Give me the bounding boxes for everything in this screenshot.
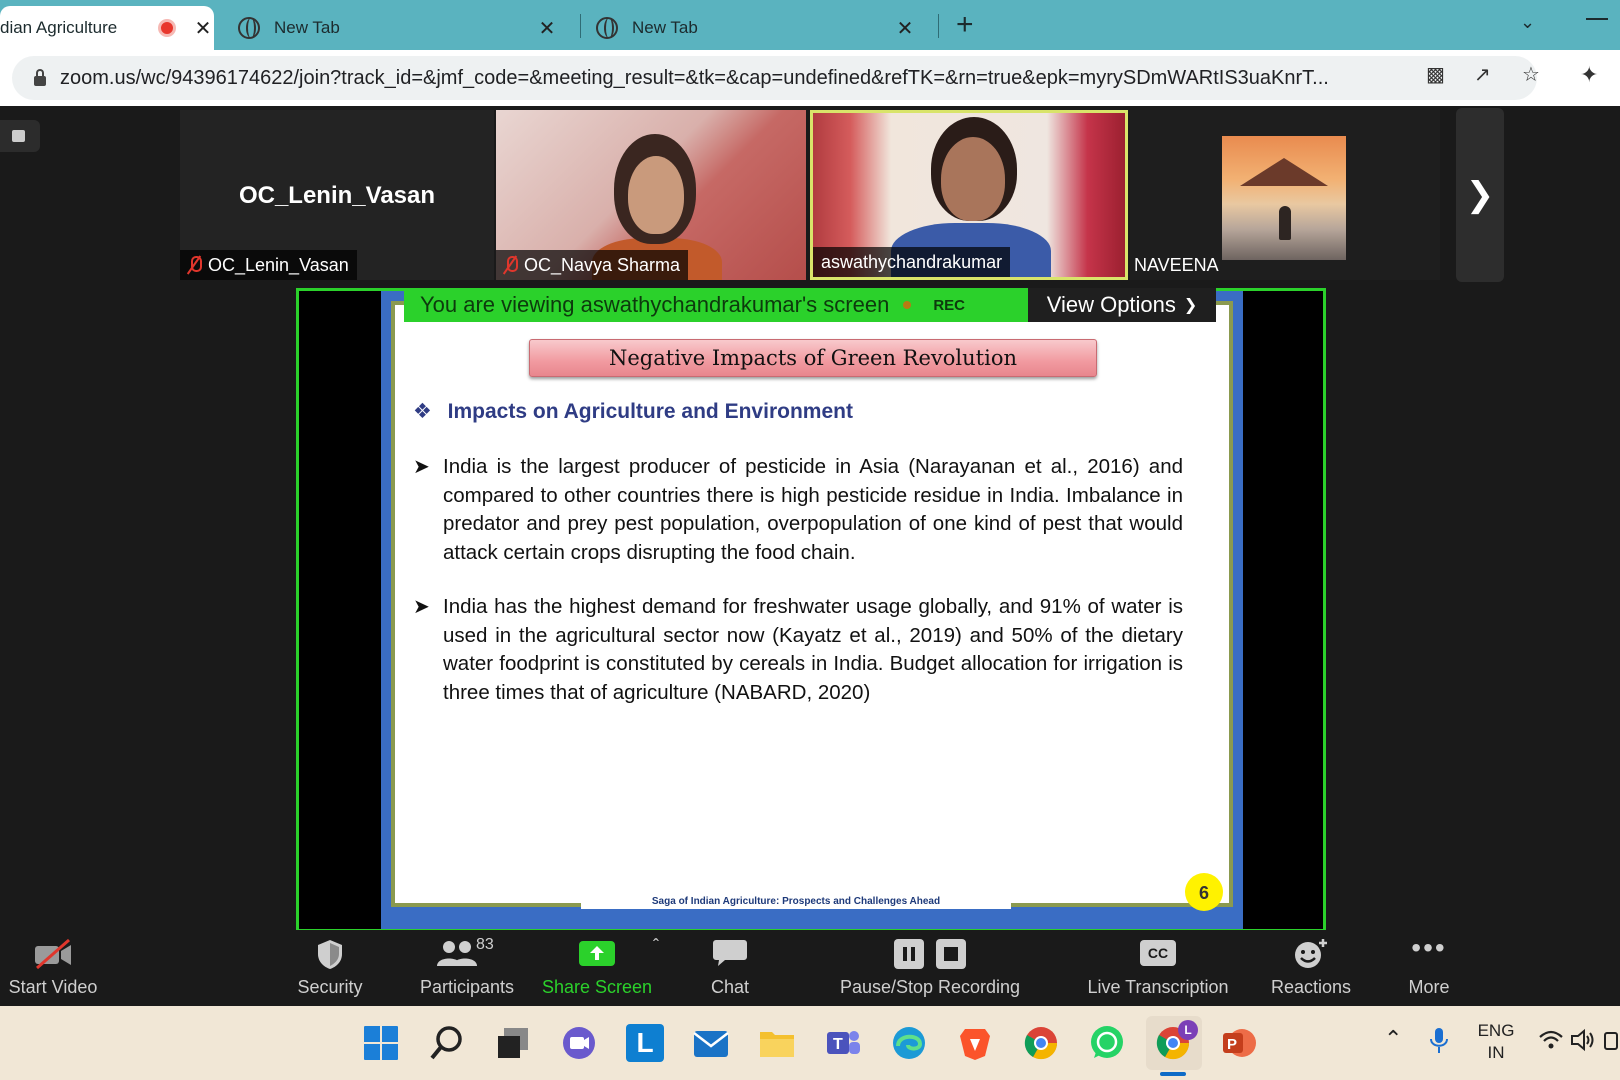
share-screen-label: Share Screen (541, 977, 653, 997)
tab-separator (938, 14, 939, 38)
share-screen-button[interactable] (540, 930, 654, 1006)
windows-taskbar (0, 1006, 1620, 1080)
viewing-text: You are viewing aswathychandrakumar's screen (420, 292, 890, 317)
pause-stop-recording-label: Pause/Stop Recording (839, 977, 1021, 997)
tab-title: New Tab (274, 18, 340, 37)
globe-icon (238, 17, 260, 39)
viewing-notice (404, 288, 1028, 322)
participant-name: NAVEENA (1134, 254, 1219, 275)
screen-share-banner (404, 288, 1216, 322)
person-face (628, 156, 684, 234)
view-options-button[interactable] (1028, 288, 1216, 322)
slide-page-number: 6 (1185, 873, 1223, 911)
slide (381, 291, 1243, 929)
participants-button[interactable] (404, 930, 530, 1006)
new-tab-button[interactable]: + (956, 8, 974, 41)
more-label: More (1408, 977, 1450, 997)
chevron-up-icon: ˆ (653, 936, 659, 956)
windows-start-icon[interactable] (362, 1024, 400, 1062)
participant-tile-aswathy[interactable] (810, 110, 1128, 280)
extensions-puzzle-icon[interactable]: ✦ (1580, 62, 1599, 87)
language-line-2: IN (1487, 1043, 1505, 1062)
profile-picture-mountain (1222, 136, 1346, 260)
slide-bullet-text: India is the largest producer of pesticide in Asia (Narayanan et al., 2016) and compared to other countries there is high pesticide residue in India. Imbalance in predator and prey pest population, overpopulation of one kind of pest that would attack certain crops disrupting the food chain. (443, 455, 1183, 564)
language-line-1: ENG (1477, 1021, 1515, 1040)
url-text[interactable]: zoom.us/wc/94396174622/join?track_id=&jmf_code=&meeting_result=&tk=&cap=undefined&refTK=&rn=true&epk=myrySDmWARtIS3uaKnrT... (60, 66, 1329, 89)
view-toggle-button[interactable] (0, 120, 40, 152)
tab-title: New Tab (632, 18, 698, 37)
teams-chat-icon[interactable] (560, 1024, 598, 1062)
participant-name: OC_Lenin_Vasan (208, 254, 349, 275)
start-video-label: Start Video (8, 977, 98, 997)
mail-icon[interactable] (692, 1024, 730, 1062)
chrome-icon[interactable] (1022, 1024, 1060, 1062)
minimize-window-icon[interactable] (1586, 18, 1608, 20)
share-screen-icon (578, 938, 616, 968)
reactions-button[interactable] (1264, 930, 1358, 1006)
edge-browser-icon[interactable] (890, 1024, 928, 1062)
file-explorer-icon[interactable] (758, 1024, 796, 1062)
brave-browser-icon[interactable] (956, 1024, 994, 1062)
tray-overflow-chevron-icon[interactable]: ⌃ (1384, 1026, 1403, 1051)
slide-border (391, 301, 1233, 907)
participant-label (1130, 250, 1227, 280)
whatsapp-icon[interactable] (1088, 1024, 1126, 1062)
participant-name: aswathychandrakumar (821, 251, 1003, 272)
participant-tile-navya[interactable] (496, 110, 806, 280)
muted-mic-icon (188, 255, 200, 275)
wifi-icon[interactable] (1538, 1028, 1564, 1052)
pause-stop-recording-button[interactable] (834, 930, 1026, 1006)
recording-indicator-icon (158, 19, 176, 37)
microphone-icon[interactable] (1428, 1026, 1450, 1056)
tab-new-tab-1[interactable] (224, 6, 570, 50)
svg-text:P: P (1227, 1036, 1238, 1053)
closed-captions-icon: CC (1140, 940, 1176, 966)
zoom-meeting-area (0, 106, 1620, 930)
tab-new-tab-2[interactable] (582, 6, 928, 50)
start-video-button[interactable] (0, 930, 106, 1006)
shared-screen[interactable] (296, 288, 1326, 932)
reactions-smiley-icon (1293, 938, 1329, 970)
view-options-label: View Options (1046, 292, 1176, 317)
participants-count: 83 (476, 936, 494, 953)
address-bar (0, 50, 1620, 106)
participant-tile-lenin[interactable] (180, 110, 494, 280)
person-face (941, 137, 1005, 221)
globe-icon (596, 17, 618, 39)
omnibox[interactable] (12, 56, 1537, 100)
tab-search-dropdown-icon[interactable]: ⌄ (1520, 12, 1536, 32)
slide-heading-text: Impacts on Agriculture and Environment (447, 400, 853, 423)
tab-close-icon[interactable]: ✕ (194, 17, 212, 40)
arrow-bullet-icon: ➤ (413, 456, 430, 478)
share-icon[interactable]: ↗ (1474, 64, 1491, 86)
active-app-indicator (1160, 1072, 1186, 1076)
shield-icon (315, 938, 345, 970)
security-button[interactable] (286, 930, 374, 1006)
chat-label: Chat (710, 977, 750, 997)
participant-name-large: OC_Lenin_Vasan (238, 182, 436, 209)
more-button[interactable] (1404, 930, 1454, 1006)
slide-footer: Saga of Indian Agriculture: Prospects and Challenges Ahead (581, 895, 1011, 909)
battery-icon[interactable] (1604, 1032, 1618, 1050)
arrow-bullet-icon: ➤ (413, 596, 430, 618)
tab-close-icon[interactable]: ✕ (896, 17, 914, 40)
slide-heading (413, 399, 853, 424)
tab-separator (580, 14, 581, 38)
letter-app-icon[interactable]: L (626, 1024, 664, 1062)
more-dots-icon: ••• (1411, 932, 1447, 963)
rec-label: REC (933, 296, 965, 314)
chat-icon (713, 938, 747, 968)
volume-icon[interactable] (1570, 1028, 1596, 1052)
chevron-down-icon: ❯ (1183, 297, 1198, 314)
diamond-bullet-icon: ❖ (413, 400, 432, 423)
participant-label (496, 250, 688, 280)
video-off-icon (33, 938, 73, 970)
powerpoint-icon[interactable] (1220, 1024, 1258, 1062)
recording-dot-icon (903, 301, 911, 309)
muted-mic-icon (504, 255, 516, 275)
live-transcription-button[interactable] (1082, 930, 1234, 1006)
next-page-chevron-icon[interactable]: ❯ (1456, 108, 1504, 282)
participant-label (813, 247, 1010, 277)
pause-stop-icon (892, 938, 968, 970)
bookmark-star-icon[interactable]: ☆ (1522, 64, 1540, 86)
participants-icon (435, 938, 479, 968)
tab-close-icon[interactable]: ✕ (538, 17, 556, 40)
live-transcription-label: Live Transcription (1087, 977, 1229, 997)
teams-icon[interactable] (824, 1024, 862, 1062)
participant-label (180, 250, 357, 280)
meeting-toolbar (0, 930, 1620, 1006)
chrome-profile-badge: L (1178, 1020, 1198, 1040)
camera-icon[interactable]: ▩ (1426, 64, 1445, 86)
participant-name: OC_Navya Sharma (524, 254, 681, 275)
slide-bullet (413, 593, 1183, 707)
lock-icon[interactable] (34, 76, 46, 86)
language-indicator[interactable] (1474, 1020, 1518, 1064)
chat-button[interactable] (700, 930, 760, 1006)
slide-title: Negative Impacts of Green Revolution (529, 339, 1097, 377)
reactions-label: Reactions (1270, 977, 1352, 997)
participants-label: Participants (419, 977, 515, 997)
svg-text:T: T (833, 1036, 843, 1053)
slide-bullet-text: India has the highest demand for freshwater usage globally, and 91% of water is used in the agricultural sector now (Kayatz et al., 2019) and 50% of the dietary water foodprint is constituted by cereals in India. Budget allocation for irrigation is three times that of agriculture (NABARD, 2020) (443, 595, 1183, 704)
slide-content (395, 305, 1229, 903)
task-view-icon[interactable] (494, 1024, 532, 1062)
tab-indian-agriculture[interactable] (0, 6, 214, 50)
search-icon[interactable] (428, 1024, 466, 1062)
security-label: Security (297, 977, 363, 997)
tab-title: dian Agriculture (0, 18, 118, 37)
browser-tab-strip (0, 0, 1620, 50)
share-options-chevron[interactable] (644, 930, 668, 1006)
slide-bullet (413, 453, 1183, 567)
